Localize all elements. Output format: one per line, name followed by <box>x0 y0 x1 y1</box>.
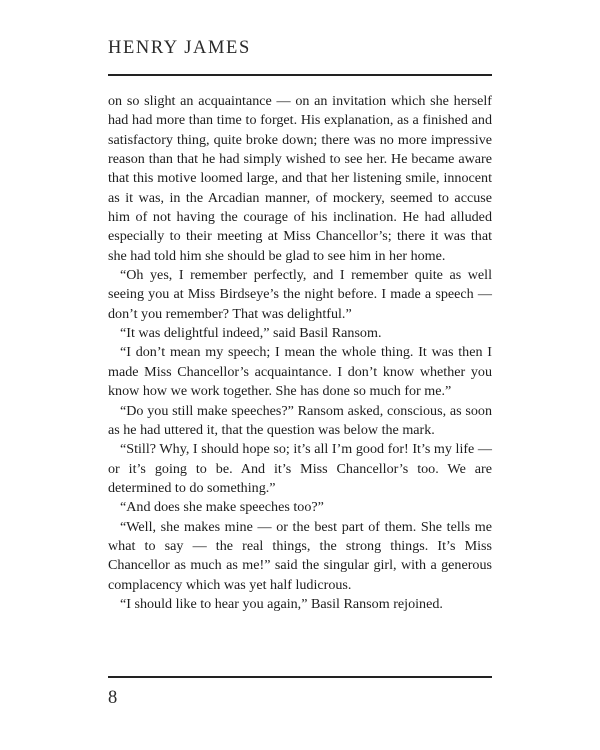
page-number: 8 <box>108 688 118 708</box>
paragraph: “Do you still make speeches?” Ransom asked, conscious, as soon as he had uttered it, that the question was below the mark. <box>108 402 492 438</box>
paragraph: “I don’t mean my speech; I mean the whole thing. It was then I made Miss Chancellor’s acquaintance. I don’t know whether you know how we work together. She has done so much for me.” <box>108 344 492 400</box>
footer-rule <box>108 676 492 678</box>
paragraph: “Oh yes, I remember perfectly, and I remember quite as well seeing you at Miss Birdseye’s the night before. I made a speech — don’t you remember? That was delightful.” <box>108 267 492 322</box>
header-rule <box>108 74 492 76</box>
body-text <box>108 92 492 614</box>
running-head: HENRY JAMES <box>108 38 251 58</box>
paragraph: “It was delightful indeed,” said Basil Ransom. <box>120 325 382 342</box>
paragraph: “Still? Why, I should hope so; it’s all I’m good for! It’s my life — or it’s going to be. And it’s Miss Chancellor’s too. We are determined to do something.” <box>108 441 492 496</box>
paragraph: “And does she make speeches too?” <box>120 499 324 516</box>
paragraph: on so slight an acquaintance — on an invitation which she herself had had more than time to forget. His explanation, as a finished and satisfactory thing, quite broke down; there was no more impressive reason than that he had simply wished to see her. He became aware that this motive loomed large, and that her listening smile, innocent as it was, in the Arcadian manner, of mockery, seemed to accuse him of not having the courage of his inclination. He had alluded especially to their meeting at Miss Chancellor’s; there it was that she had told him she should be glad to see him in her home. <box>108 93 492 264</box>
paragraph: “I should like to hear you again,” Basil Ransom rejoined. <box>120 595 443 612</box>
paragraph: “Well, she makes mine — or the best part of them. She tells me what to say — the real things, the strong things. It’s Miss Chancellor as much as me!” said the singular girl, with a generous complacency which was yet half ludicrous. <box>108 518 492 593</box>
